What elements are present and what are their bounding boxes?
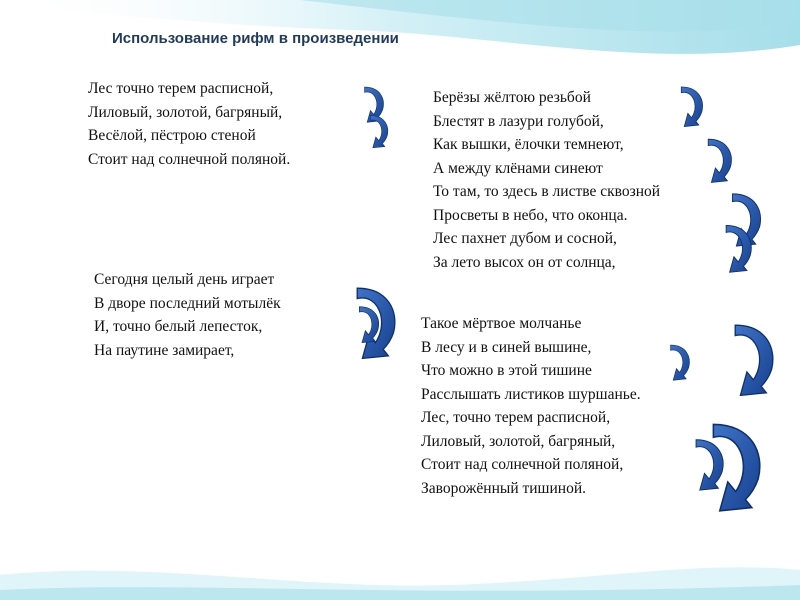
poem-line: А между клёнами синеют (433, 159, 603, 177)
poem-line: Стоит над солнечной поляной. (88, 150, 291, 168)
poem-line: Лес, точно терем расписной, (421, 409, 611, 426)
poem-line: Как вышки, ёлочки темнеют, (433, 136, 624, 153)
poem-line: Весёлой, пёстрою стеной (88, 127, 256, 144)
poem-line: Лиловый, золотой, багряный, (421, 432, 616, 450)
poem-line: Что можно в этой тишине (421, 362, 592, 379)
stanza-3 (94, 268, 281, 362)
poem-line: За лето высох он от солнца, (433, 253, 616, 271)
poem-line: Лес пахнет дубом и сосной, (433, 230, 617, 247)
poem-line: Расслышать листиков шуршанье. (421, 385, 641, 403)
stanza-2 (433, 86, 660, 274)
poem-line: Просветы в небо, что оконца. (433, 206, 628, 224)
poem-line: В дворе последний мотылёк (94, 294, 281, 312)
poem-line: Сегодня целый день играет (94, 271, 275, 288)
poem-line: И, точно белый лепесток, (94, 318, 263, 335)
poem-line: Такое мёртвое молчанье (421, 315, 582, 332)
poem-line: На паутине замирает, (94, 341, 235, 359)
stanza-1 (88, 77, 290, 171)
slide-title: Использование рифм в произведении (112, 30, 399, 47)
poem-line: Стоит над солнечной поляной, (421, 456, 624, 473)
stanza-4 (421, 312, 641, 500)
poem-line: Лиловый, золотой, багряный, (88, 103, 283, 121)
poem-line: Берёзы жёлтою резьбой (433, 89, 591, 106)
poem-line: Блестят в лазури голубой, (433, 112, 604, 130)
poem-line: Заворожённый тишиной. (421, 479, 586, 497)
poem-line: То там, то здесь в листве сквозной (433, 183, 661, 200)
poem-line: Лес точно терем расписной, (88, 80, 274, 97)
poem-line: В лесу и в синей вышине, (421, 338, 592, 356)
